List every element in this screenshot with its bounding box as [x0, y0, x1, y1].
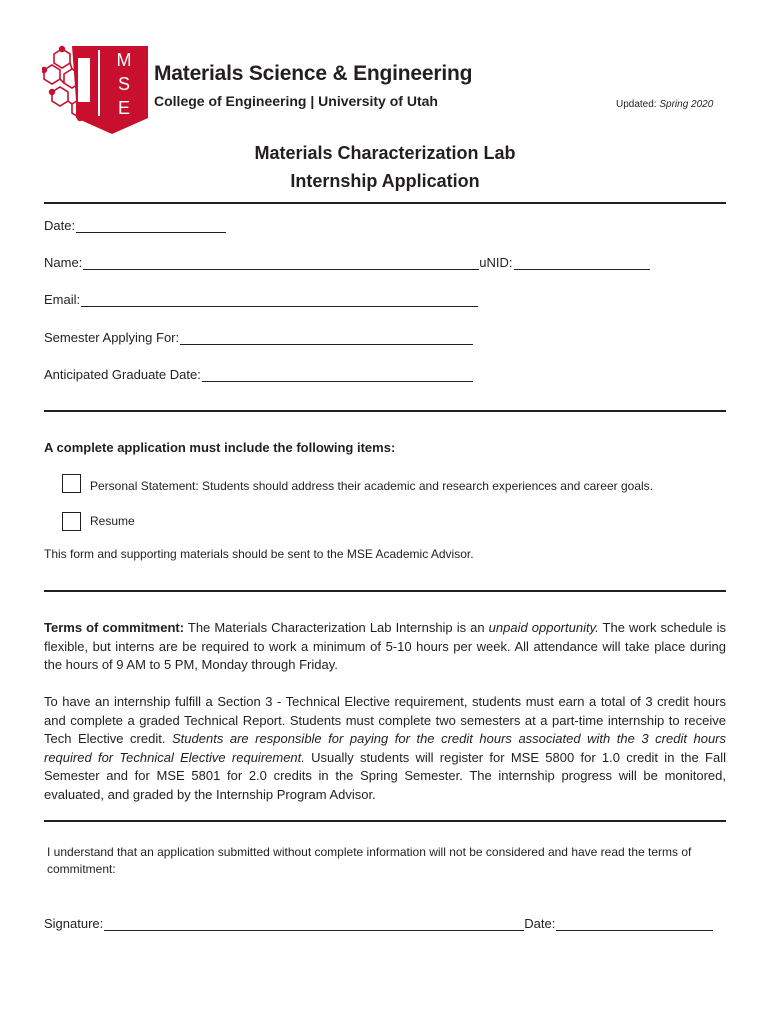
name-field	[44, 255, 650, 270]
logo-letter-m: M	[116, 50, 132, 70]
acknowledgement-text: I understand that an application submitted without complete information will not be considered and have read the terms of commitment:	[47, 845, 692, 876]
terms-heading: Terms of commitment:	[44, 620, 185, 635]
email-input-line[interactable]	[81, 294, 478, 307]
email-label: Email:	[44, 292, 81, 307]
name-input-line[interactable]	[83, 257, 479, 270]
resume-label: Resume	[90, 514, 135, 528]
document-title-line2: Internship Application	[290, 171, 480, 191]
divider	[44, 590, 726, 592]
signature-date-label: Date:	[524, 916, 556, 931]
updated-label: Updated:	[616, 99, 657, 110]
graduate-date-field	[44, 367, 473, 382]
name-label: Name:	[44, 255, 83, 270]
divider	[44, 820, 726, 822]
terms-text: To have an internship fulfill a Section 3 - Technical Elective requirement, students must earn a total of 3 credit hours and complete a graded Technical Report. Students must complete two semesters at a part-time internship to receive Tech Elective credit.	[44, 694, 726, 746]
terms-paragraph-1	[44, 619, 726, 675]
unid-label: uNID:	[479, 255, 513, 270]
semester-field	[44, 330, 473, 345]
date-input-line[interactable]	[76, 220, 226, 233]
org-subtitle: College of Engineering | University of Utah	[154, 93, 438, 109]
graduate-date-label: Anticipated Graduate Date:	[44, 367, 201, 382]
submission-note: This form and supporting materials should be sent to the MSE Academic Advisor.	[44, 547, 474, 561]
semester-label: Semester Applying For:	[44, 330, 180, 345]
unid-input-line[interactable]	[514, 257, 650, 270]
semester-input-line[interactable]	[180, 332, 473, 345]
mse-logo	[42, 44, 150, 136]
graduate-date-input-line[interactable]	[202, 369, 473, 382]
logo-letter-e: E	[117, 98, 131, 118]
document-title-line1: Materials Characterization Lab	[254, 143, 516, 163]
org-title: Materials Science & Engineering	[154, 62, 473, 85]
date-label: Date:	[44, 218, 76, 233]
terms-paragraph-2	[44, 693, 726, 804]
required-items-heading: A complete application must include the following items:	[44, 440, 396, 455]
personal-statement-label: Personal Statement: Students should address their academic and research experiences and career goals.	[90, 479, 653, 493]
signature-date-input-line[interactable]	[556, 918, 713, 931]
terms-text: Usually students will register for MSE 5800 for 1.0 credit in the Fall Semester and for MSE 5801 for 2.0 credits in the Spring Semester. The internship progress will be monitored, evaluated, and graded by the Internship Program Advisor.	[44, 749, 726, 802]
terms-emphasis: unpaid opportunity.	[488, 620, 599, 635]
logo-letter-s: S	[117, 74, 131, 94]
signature-field	[44, 916, 713, 931]
updated-value: Spring 2020	[659, 99, 714, 110]
terms-text: The work schedule is flexible, but interns are be required to work a minimum of 5-10 hours per week. All attendance will take place during the hours of 9 AM to 5 PM, Monday through Friday.	[44, 620, 726, 672]
terms-text: The Materials Characterization Lab Internship is an	[184, 620, 489, 635]
date-field	[44, 218, 226, 233]
email-field	[44, 292, 478, 307]
divider	[44, 202, 726, 204]
resume-checkbox[interactable]	[62, 512, 81, 531]
signature-input-line[interactable]	[104, 918, 524, 931]
terms-emphasis: Students are responsible for paying for the credit hours associated with the 3 credit hours required for Technical Elective requirement.	[44, 731, 727, 765]
updated-note	[616, 99, 713, 110]
signature-label: Signature:	[44, 916, 104, 931]
personal-statement-checkbox[interactable]	[62, 474, 81, 493]
divider	[44, 410, 726, 412]
